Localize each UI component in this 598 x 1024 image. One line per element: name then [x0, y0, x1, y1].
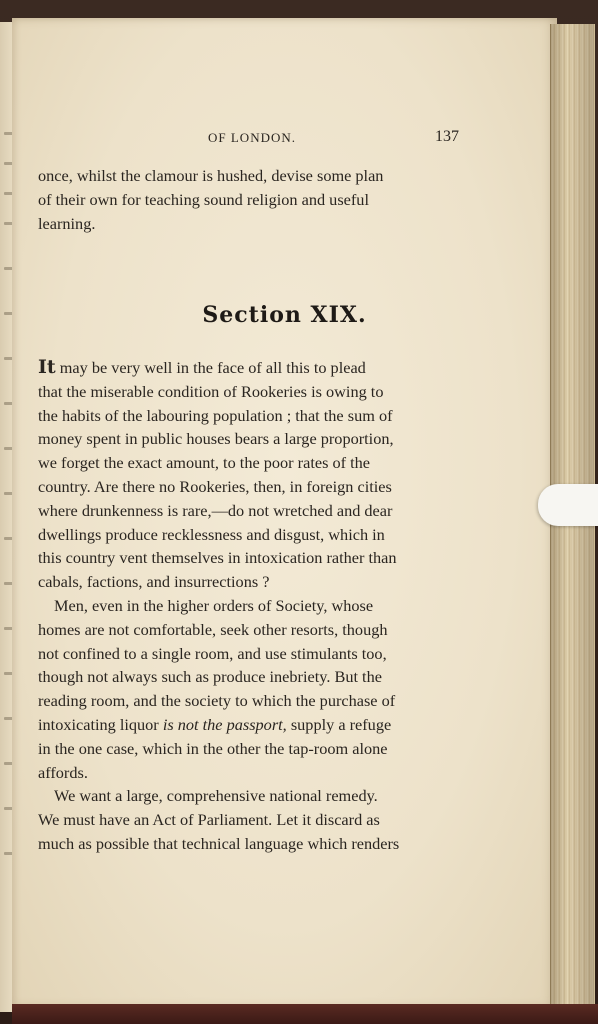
text-line: Men, even in the higher orders of Society, whose — [54, 595, 374, 615]
text-line: We want a large, comprehensive national remedy. — [54, 786, 378, 806]
text-line: once, whilst the clamour is hushed, devise some plan — [38, 166, 384, 185]
section-heading: Section XIX. — [202, 302, 367, 328]
book-page — [12, 18, 557, 1008]
text-line: cabals, factions, and insurrections ? — [38, 572, 270, 592]
running-head: OF LONDON. — [208, 130, 296, 145]
text-line: not confined to a single room, and use stimulants too, — [38, 643, 387, 663]
text-line: reading room, and the society to which the purchase of — [38, 691, 396, 711]
text-line: learning. — [38, 213, 96, 233]
text-segment: supply a refuge — [286, 714, 392, 734]
book-cover-edge — [12, 1004, 598, 1024]
opening-paragraph — [38, 164, 463, 235]
text-line: We must have an Act of Parliament. Let it discard as — [38, 810, 380, 830]
paper-bookmark — [538, 484, 598, 526]
text-line: money spent in public houses bears a large proportion, — [38, 429, 394, 449]
text-line: of their own for teaching sound religion and useful — [38, 189, 369, 209]
drop-word: It — [38, 356, 56, 378]
text-line-rest: may be very well in the face of all this to plead — [55, 358, 366, 377]
text-line: homes are not comfortable, seek other resorts, though — [38, 619, 388, 639]
text-line: though not always such as produce inebriety. But the — [38, 667, 382, 687]
text-line — [38, 713, 463, 737]
text-line: dwellings produce recklessness and disgust, which in — [38, 524, 385, 544]
text-line: we forget the exact amount, to the poor rates of the — [38, 453, 370, 473]
page-number: 137 — [435, 128, 459, 145]
text-line — [38, 356, 463, 380]
text-line: in the one case, which in the other the tap-room alone — [38, 738, 388, 758]
text-line: that the miserable condition of Rookeries is owing to — [38, 381, 384, 401]
text-line: country. Are there no Rookeries, then, in foreign cities — [38, 476, 392, 496]
text-line: the habits of the labouring population ; that the sum of — [38, 405, 393, 425]
text-line: affords. — [38, 762, 88, 782]
text-line: much as possible that technical language which renders — [38, 833, 400, 853]
text-segment: intoxicating liquor — [38, 714, 163, 734]
text-line: where drunkenness is rare,—do not wretched and dear — [38, 500, 393, 520]
italic-phrase: is not the passport, — [162, 714, 287, 734]
text-line: this country vent themselves in intoxication rather than — [38, 548, 397, 568]
main-text — [38, 356, 463, 856]
